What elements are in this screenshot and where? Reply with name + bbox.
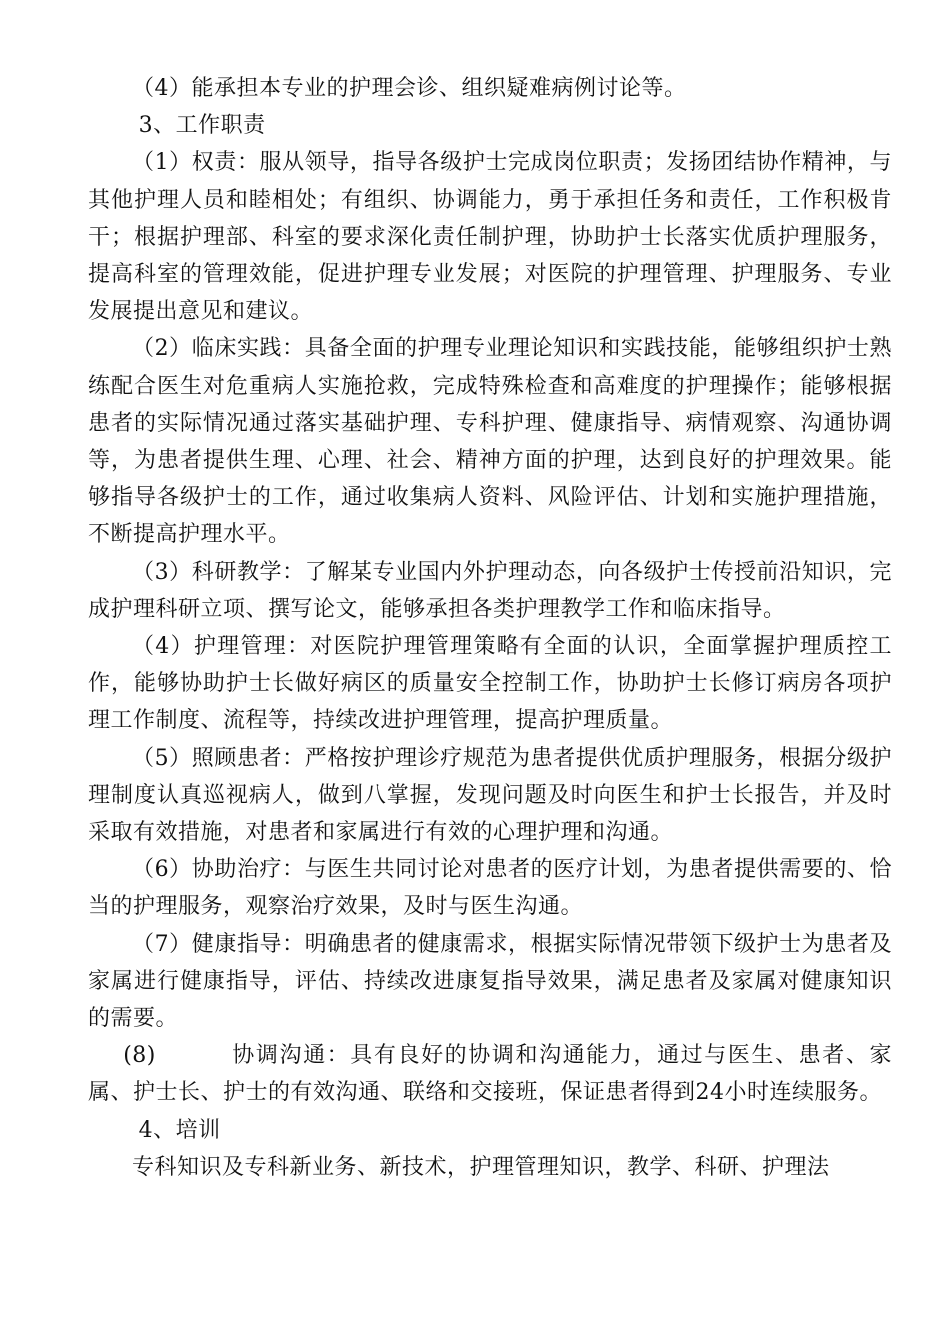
paragraph-duty-1-authority: （1）权责：服从领导，指导各级护士完成岗位职责；发扬团结协作精神，与其他护理人员和睦相处；有组织、协调能力，勇于承担任务和责任，工作积极肯干；根据护理部、科室的要求深化责任制护理，协助护士长落实优质护理服务，提高科室的管理效能，促进护理专业发展；对医院的护理管理、护理服务、专业发展提出意见和建议。 (88, 150, 892, 325)
paragraph-duty-7-health-guidance: （7）健康指导：明确患者的健康需求，根据实际情况带领下级护士为患者及家属进行健康指导，评估、持续改进康复指导效果，满足患者及家属对健康知识的需要。 (88, 931, 892, 1032)
paragraph-duty-2-clinical-practice: （2）临床实践：具备全面的护理专业理论知识和实践技能，能够组织护士熟练配合医生对危重病人实施抢救，完成特殊检查和高难度的护理操作；能够根据患者的实际情况通过落实基础护理、专科护理、健康指导、病情观察、沟通协调等，为患者提供生理、心理、社会、精神方面的护理，达到良好的护理效果。能够指导各级护士的工作，通过收集病人资料、风险评估、计划和实施护理措施，不断提高护理水平。 (88, 336, 892, 548)
paragraph-duty-4-nursing-management: （4）护理管理：对医院护理管理策略有全面的认识，全面掌握护理质控工作，能够协助护士长做好病区的质量安全控制工作，协助护士长修订病房各项护理工作制度、流程等，持续改进护理管理，提高护理质量。 (88, 634, 892, 734)
paragraph-training-content: 专科知识及专科新业务、新技术，护理管理知识，教学、科研、护理法 (132, 1154, 830, 1180)
section-heading-duties: 3、工作职责 (138, 113, 266, 139)
paragraph-duty-6-treatment-assist: （6）协助治疗：与医生共同讨论对患者的医疗计划，为患者提供需要的、恰当的护理服务，观察治疗效果，及时与医生沟通。 (88, 857, 892, 920)
paragraph-body: 协调沟通：具有良好的协调和沟通能力，通过与医生、患者、家属、护士长、护士的有效沟通、联络和交接班，保证患者得到24小时连续服务。 (88, 1043, 892, 1106)
paragraph-duty-8-communication (88, 1037, 892, 1111)
paragraph-duty-5-patient-care: （5）照顾患者：严格按护理诊疗规范为患者提供优质护理服务，根据分级护理制度认真巡视病人，做到八掌握，发现问题及时向医生和护士长报告，并及时采取有效措施，对患者和家属进行有效的心理护理和沟通。 (88, 745, 892, 846)
paragraph-number: (8) (123, 1043, 156, 1069)
paragraph-duty-3-research-teaching: （3）科研教学：了解某专业国内外护理动态，向各级护士传授前沿知识，完成护理科研立项、撰写论文，能够承担各类护理教学工作和临床指导。 (88, 559, 892, 622)
section-heading-training: 4、培训 (138, 1117, 221, 1143)
paragraph-item-4-consultation: （4）能承担本专业的护理会诊、组织疑难病例讨论等。 (132, 76, 687, 101)
